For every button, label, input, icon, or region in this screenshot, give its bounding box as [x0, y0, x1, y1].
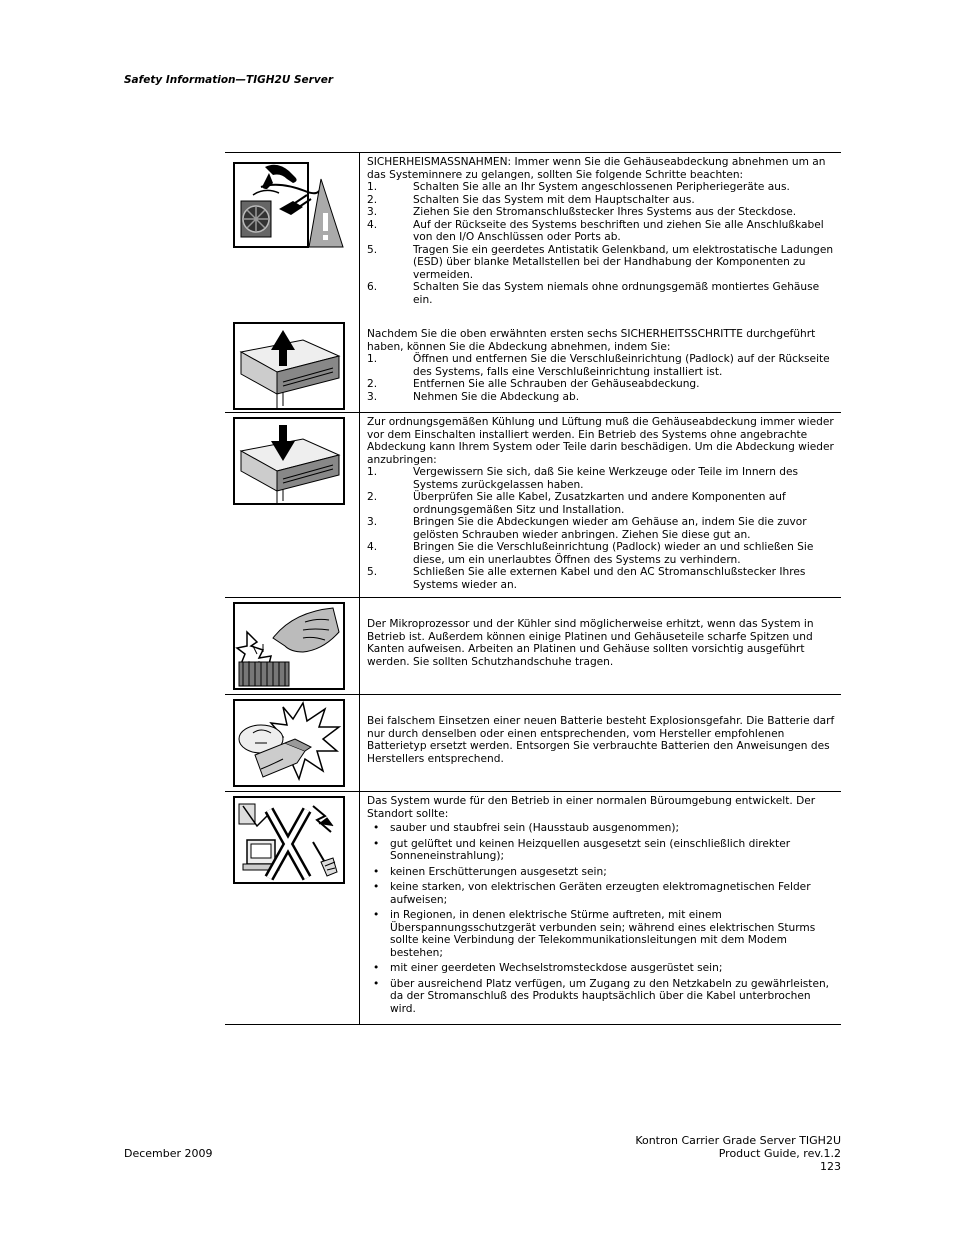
list-item: 4. Bringen Sie die Verschlußeinrichtung (Padlock) wieder an und schließen Sie diese, um ein unerlaubtes Öffnen des Systems zu verhindern.	[367, 541, 814, 566]
list-item: 2. Schalten Sie das System mit dem Hauptschalter aus.	[367, 193, 695, 206]
list-item: • in Regionen, in denen elektrische Stürme auftreten, mit einem Überspannungsschutzgerät verbunden sein; während eines elektrischen Sturms sollte keine Verbindung der Telekommunikationsleitungen mit dem Modem bestehen;	[367, 909, 835, 959]
safety-row-text-cell	[360, 153, 842, 313]
safety-row-icon-cell	[225, 413, 360, 598]
running-header-title: Safety Information—TIGH2U Server	[124, 74, 334, 86]
safety-row-icon-cell	[225, 312, 360, 413]
footer-product-line2: Product Guide, rev.1.2	[718, 1147, 841, 1160]
remove-cover-intro-text: Nachdem Sie die oben erwähnten ersten sechs SICHERHEITSSCHRITTE durchgeführt haben, können Sie die Abdeckung abnehmen, indem Sie:	[367, 328, 816, 353]
list-item: 3. Ziehen Sie den Stromanschlußstecker Ihres Systems aus der Steckdose.	[367, 206, 797, 218]
safety-row-text-cell	[360, 695, 842, 792]
remove-cover-steps-list	[367, 353, 835, 403]
install-cover-intro-text: Zur ordnungsgemäßen Kühlung und Lüftung muß die Gehäuseabdeckung immer wieder vor dem Einschalten installiert werden. Ein Betrieb des Systems ohne angebrachte Abdeckung kann Ihrem System oder Teile darin beschädigen. Um die Abdeckung wieder anzubringen:	[367, 416, 834, 466]
safety-row-environment	[225, 792, 841, 1025]
safety-row-icon-cell	[225, 695, 360, 792]
safety-row-disconnect	[225, 153, 841, 313]
environment-intro-text: Das System wurde für den Betrieb in einer normalen Büroumgebung entwickelt. Der Standort sollte:	[367, 795, 816, 820]
list-item: 1. Vergewissern Sie sich, daß Sie keine Werkzeuge oder Teile im Innern des Systems zurückgelassen haben.	[367, 466, 799, 491]
install-cover-steps-list	[367, 466, 835, 591]
safety-row-icon-cell	[225, 153, 360, 313]
list-item: • sauber und staubfrei sein (Hausstaub ausgenommen);	[367, 822, 835, 835]
safety-row-text-cell	[360, 792, 842, 1025]
footer-page-number: 123	[820, 1160, 841, 1173]
list-item: 6. Schalten Sie das System niemals ohne ordnungsgemäß montiertes Gehäuse ein.	[367, 281, 820, 306]
footer-product-line1: Kontron Carrier Grade Server TIGH2U	[635, 1134, 841, 1147]
list-item: • gut gelüftet und keinen Heizquellen ausgesetzt sein (einschließlich direkter Sonneneinstrahlung);	[367, 838, 835, 863]
battery-explosion-icon	[233, 699, 345, 787]
list-item: • keinen Erschütterungen ausgesetzt sein;	[367, 866, 835, 879]
hot-heatsink-icon	[233, 602, 345, 690]
environment-requirements-list	[367, 822, 835, 1015]
safety-row-install-cover	[225, 413, 841, 598]
list-item: 1. Öffnen und entfernen Sie die Verschlußeinrichtung (Padlock) auf der Rückseite des Systems, falls eine Verschlußeinrichtung installiert ist.	[367, 353, 830, 378]
list-item: 5. Schließen Sie alle externen Kabel und den AC Stromanschlußstecker Ihres Systems wieder an.	[367, 566, 806, 591]
list-item: • keine starken, von elektrischen Geräten erzeugten elektromagnetischen Felder aufweisen;	[367, 881, 835, 906]
list-item: • über ausreichend Platz verfügen, um Zugang zu den Netzkabeln zu gewährleisten, da der Stromanschluß des Produkts hauptsächlich über die Kabel unterbrochen wird.	[367, 978, 835, 1016]
safety-row-hot-components	[225, 598, 841, 695]
safety-row-battery	[225, 695, 841, 792]
disconnect-intro-text: SICHERHEISMASSNAHMEN: Immer wenn Sie die Gehäuseabdeckung abnehmen um an das Systeminnere zu gelangen, sollten Sie folgende Schritte beachten:	[367, 156, 826, 181]
safety-row-text-cell	[360, 598, 842, 695]
safety-row-text-cell	[360, 413, 842, 598]
disconnect-steps-list	[367, 181, 835, 306]
list-item: 3. Nehmen Sie die Abdeckung ab.	[367, 390, 580, 403]
list-item: 5. Tragen Sie ein geerdetes Antistatik Gelenkband, um elektrostatische Ladungen (ESD) über blanke Metallstellen bei der Handhabung der Komponenten zu vermeiden.	[367, 243, 834, 281]
list-item: 4. Auf der Rückseite des Systems beschriften und ziehen Sie alle Anschlußkabel von den I/O Anschlüssen oder Ports ab.	[367, 218, 824, 243]
list-item: • mit einer geerdeten Wechselstromsteckdose ausgerüstet sein;	[367, 962, 835, 975]
install-cover-icon	[233, 417, 345, 507]
list-item: 2. Entfernen Sie alle Schrauben der Gehäuseabdeckung.	[367, 378, 700, 390]
remove-cover-icon	[233, 322, 345, 412]
list-item: 2. Überprüfen Sie alle Kabel, Zusatzkarten und andere Komponenten auf ordnungsgemäßen Sitz und Installation.	[367, 491, 786, 516]
disconnect-power-warning-icon	[233, 157, 345, 249]
list-item: 1. Schalten Sie alle an Ihr System angeschlossenen Peripheriegeräte aus.	[367, 181, 790, 193]
footer-product-info	[635, 1134, 841, 1173]
safety-table	[225, 152, 841, 1025]
safety-row-text-cell	[360, 312, 842, 413]
battery-text: Bei falschem Einsetzen einer neuen Batterie besteht Explosionsgefahr. Die Batterie darf nur durch denselben oder einen entsprechenden, vom Hersteller empfohlenen Batterietyp ersetzt werden. Entsorgen Sie verbrauchte Batterien den Anweisungen des Herstellers entsprechend.	[367, 715, 835, 765]
safety-row-icon-cell	[225, 792, 360, 1025]
safety-row-icon-cell	[225, 598, 360, 695]
environment-hazards-icon	[233, 796, 345, 884]
hot-components-text: Der Mikroprozessor und der Kühler sind möglicherweise erhitzt, wenn das System in Betrieb ist. Außerdem können einige Platinen und Gehäuseteile scharfe Spitzen und Kanten aufweisen. Arbeiten an Platinen und Gehäuse sollten vorsichtig ausgeführt werden. Sie sollten Schutzhandschuhe tragen.	[367, 618, 814, 668]
safety-row-remove-cover	[225, 312, 841, 413]
list-item: 3. Bringen Sie die Abdeckungen wieder am Gehäuse an, indem Sie die zuvor gelösten Schrauben wieder anbringen. Ziehen Sie diese gut an.	[367, 516, 807, 541]
footer-date: December 2009	[124, 1147, 213, 1160]
